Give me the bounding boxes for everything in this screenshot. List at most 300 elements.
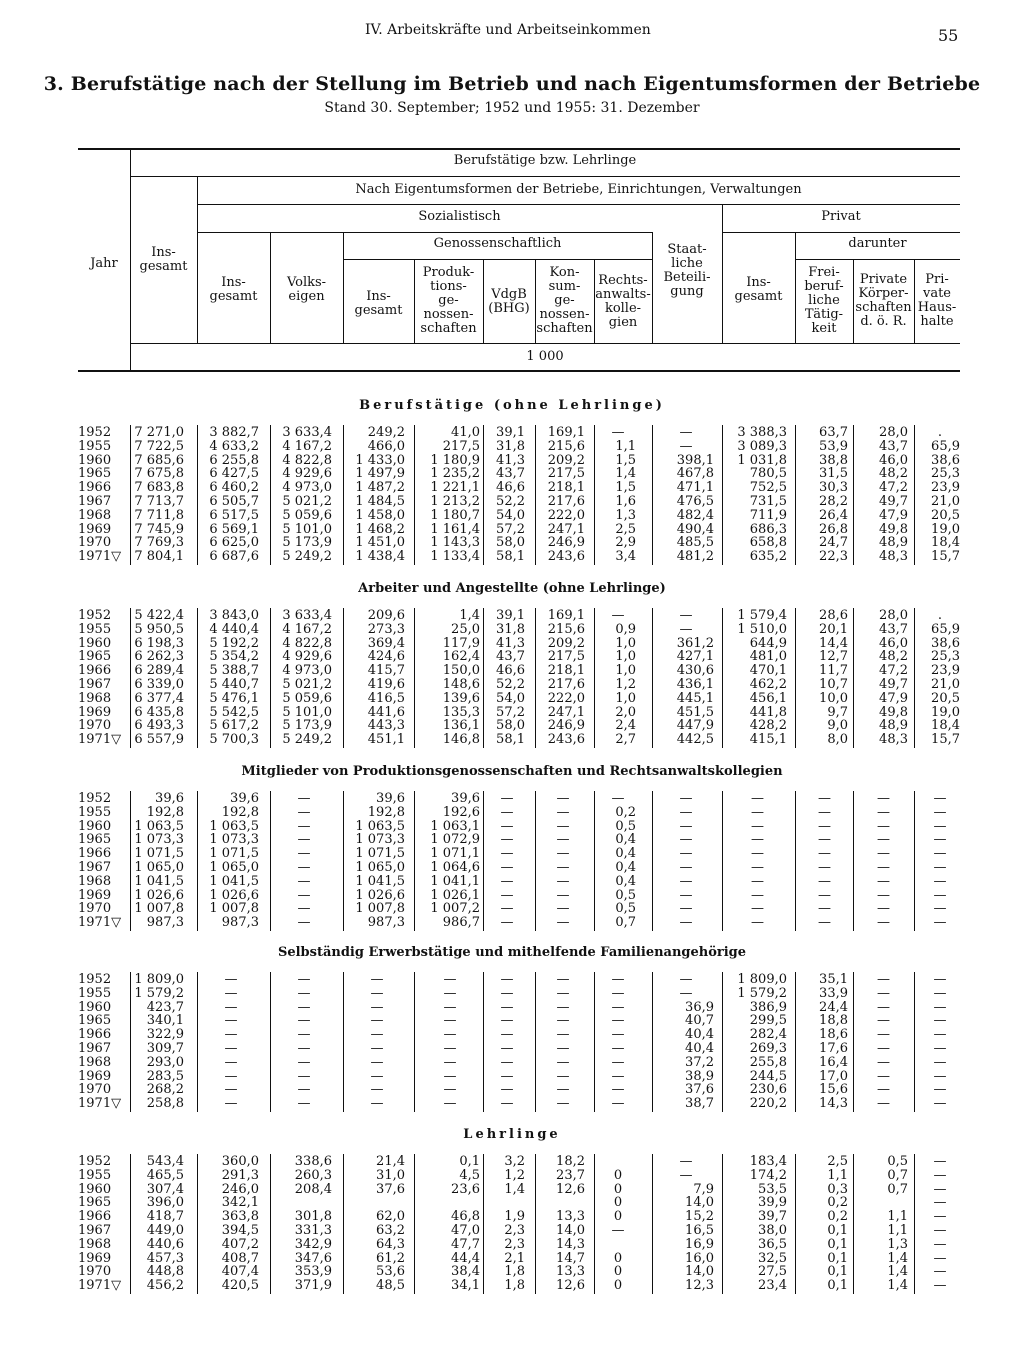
data-cell: 57,2 — [496, 704, 525, 720]
data-cell: — — [443, 1096, 457, 1112]
body-vrule — [197, 1154, 198, 1294]
data-cell: 481,2 — [676, 549, 714, 565]
year-cell: 1969 — [78, 1250, 112, 1266]
data-cell: 65,9 — [931, 621, 960, 637]
data-cell: 3 633,4 — [282, 425, 332, 440]
data-cell: 386,9 — [749, 999, 787, 1015]
data-cell: 353,9 — [294, 1264, 332, 1280]
data-cell: 396,0 — [146, 1195, 184, 1211]
data-cell: 2,4 — [615, 718, 636, 734]
data-cell: — — [877, 1054, 890, 1070]
data-cell: 6 569,1 — [209, 521, 259, 537]
data-cell: 6 517,5 — [209, 507, 259, 523]
data-cell: — — [500, 1013, 514, 1029]
data-cell: 443,3 — [367, 718, 405, 734]
data-cell: — — [297, 1082, 311, 1098]
body-vrule — [722, 1154, 723, 1294]
data-cell: 244,5 — [749, 1068, 787, 1084]
data-cell: 208,4 — [294, 1181, 332, 1197]
data-cell: 1 235,2 — [430, 466, 480, 482]
data-cell: — — [933, 1013, 947, 1029]
data-cell: 485,5 — [676, 535, 714, 551]
data-cell: 340,1 — [146, 1013, 184, 1029]
data-cell: — — [751, 832, 764, 848]
header-berufstaetige: Berufstätige bzw. Lehrlinge — [453, 153, 637, 168]
data-cell: 38,4 — [451, 1264, 480, 1280]
data-cell: 7 713,7 — [134, 494, 184, 509]
data-cell: — — [224, 1041, 238, 1056]
header-top-rule — [78, 148, 960, 150]
data-cell: — — [297, 873, 311, 889]
data-cell: 41,0 — [451, 425, 480, 440]
data-cell: 23,6 — [451, 1181, 480, 1197]
data-cell: 47,2 — [879, 480, 908, 496]
data-cell: 11,7 — [819, 663, 848, 679]
header-unit-rule — [130, 343, 960, 344]
data-cell: 39,6 — [376, 791, 405, 806]
header-jahr: Jahr — [90, 256, 118, 271]
data-cell: 1,0 — [615, 649, 636, 665]
data-cell: 17,0 — [819, 1068, 848, 1084]
data-cell: 48,9 — [879, 718, 908, 734]
data-cell: 987,3 — [221, 915, 259, 931]
data-cell: — — [877, 860, 890, 875]
data-cell: 49,8 — [879, 704, 908, 720]
data-cell: 25,3 — [931, 649, 960, 665]
data-cell: — — [443, 1054, 457, 1070]
data-cell: 218,1 — [547, 480, 585, 496]
data-cell: 482,4 — [676, 507, 714, 523]
data-cell: — — [877, 818, 890, 834]
data-cell: — — [933, 1236, 947, 1252]
data-cell: 48,3 — [879, 549, 908, 565]
body-vrule — [795, 972, 796, 1112]
data-cell: 139,6 — [442, 690, 480, 706]
year-cell: 1969 — [78, 1068, 112, 1084]
data-cell: 58,1 — [496, 549, 525, 565]
data-cell: 25,0 — [451, 621, 480, 637]
data-cell: 1 071,1 — [430, 846, 480, 862]
data-cell: — — [877, 1027, 890, 1043]
data-cell: — — [224, 1027, 238, 1043]
data-cell: — — [877, 1082, 890, 1098]
data-cell: — — [443, 972, 457, 987]
data-cell: 1 072,9 — [430, 832, 480, 848]
data-cell: 1 031,8 — [737, 452, 787, 468]
data-cell: — — [679, 860, 693, 875]
data-cell: — — [224, 1096, 238, 1112]
data-cell: 1 133,4 — [430, 549, 480, 565]
data-cell: 1,4 — [504, 1181, 525, 1197]
data-cell: — — [556, 791, 570, 806]
data-cell: 4 929,6 — [282, 649, 332, 665]
data-cell: — — [500, 804, 514, 820]
data-cell: 2,9 — [615, 535, 636, 551]
data-cell: 1 073,3 — [134, 832, 184, 848]
data-cell: — — [370, 1082, 384, 1098]
year-cell: 1970 — [78, 535, 112, 551]
data-cell: — — [297, 972, 311, 987]
data-cell: 16,9 — [685, 1236, 714, 1252]
data-cell: 418,7 — [146, 1209, 184, 1225]
year-cell: 1965 — [78, 1013, 112, 1029]
data-cell: — — [877, 985, 890, 1001]
data-cell: 28,0 — [879, 608, 908, 623]
data-cell: 6 687,6 — [209, 549, 259, 565]
data-cell: 1 026,6 — [209, 887, 259, 903]
data-cell: 5 354,2 — [209, 649, 259, 665]
year-cell: 1965 — [78, 466, 112, 482]
data-cell: 1 579,2 — [737, 985, 787, 1001]
data-cell: 1,8 — [504, 1264, 525, 1280]
data-cell: — — [933, 1264, 947, 1280]
data-cell: 1 221,1 — [430, 480, 480, 496]
data-cell: 7 804,1 — [134, 549, 184, 565]
data-cell: — — [877, 804, 890, 820]
data-cell: — — [611, 1041, 625, 1056]
data-cell: — — [611, 985, 625, 1001]
data-cell: 7,9 — [693, 1181, 714, 1197]
data-cell: 1 041,5 — [355, 873, 405, 889]
data-cell: — — [297, 915, 311, 931]
data-cell: — — [933, 1041, 947, 1056]
data-cell: 4 167,2 — [282, 438, 332, 454]
data-cell: — — [679, 915, 693, 931]
data-cell: — — [556, 901, 570, 917]
header-freiberufliche: Frei- beruf- liche Tätig- keit — [804, 265, 844, 336]
data-cell: — — [818, 818, 831, 834]
data-cell: 987,3 — [367, 915, 405, 931]
data-cell: 39,6 — [451, 791, 480, 806]
data-cell: 4 822,8 — [282, 452, 332, 468]
data-cell: 146,8 — [442, 732, 480, 748]
data-cell: — — [933, 1082, 947, 1098]
data-cell: — — [370, 972, 384, 987]
data-cell: 644,9 — [749, 635, 787, 651]
data-cell: 5 950,5 — [134, 621, 184, 637]
data-cell: 416,5 — [367, 690, 405, 706]
data-cell: 246,9 — [547, 718, 585, 734]
body-vrule — [343, 972, 344, 1112]
data-cell: — — [556, 1041, 570, 1056]
data-cell: 1 510,0 — [737, 621, 787, 637]
data-cell: — — [611, 999, 625, 1015]
data-cell: 1,0 — [615, 663, 636, 679]
data-cell: 14,0 — [685, 1195, 714, 1211]
data-cell: 1 007,2 — [430, 901, 480, 917]
data-cell: — — [224, 985, 238, 1001]
data-cell: 220,2 — [749, 1096, 787, 1112]
data-cell: 6 262,3 — [134, 649, 184, 665]
body-vrule — [722, 608, 723, 748]
data-cell: — — [818, 901, 831, 917]
data-cell: 447,9 — [676, 718, 714, 734]
body-vrule — [594, 791, 595, 931]
data-cell: 1 026,6 — [134, 887, 184, 903]
data-cell: 209,2 — [547, 635, 585, 651]
body-vrule — [483, 425, 484, 565]
data-cell: 0,5 — [615, 887, 636, 903]
data-cell: 14,3 — [819, 1096, 848, 1112]
data-cell: 18,4 — [931, 535, 960, 551]
data-cell: 1 063,5 — [134, 818, 184, 834]
data-cell: 1 451,0 — [355, 535, 405, 551]
data-cell: 217,6 — [547, 677, 585, 692]
data-cell: 16,0 — [685, 1250, 714, 1266]
year-cell: 1971▽ — [78, 915, 122, 931]
data-cell: — — [933, 887, 947, 903]
data-cell: 61,2 — [376, 1250, 405, 1266]
data-cell: 1,9 — [504, 1209, 525, 1225]
data-cell: 6 557,9 — [134, 732, 184, 748]
data-cell: 5 192,2 — [209, 635, 259, 651]
data-cell: — — [556, 832, 570, 848]
page-subtitle: Stand 30. September; 1952 und 1955: 31. Dezember — [324, 100, 700, 116]
data-cell: 658,8 — [749, 535, 787, 551]
year-cell: 1969 — [78, 887, 112, 903]
body-vrule — [795, 608, 796, 748]
data-cell: 5 440,7 — [209, 677, 259, 692]
data-cell: — — [877, 999, 890, 1015]
data-cell: 1 180,9 — [430, 452, 480, 468]
data-cell: — — [556, 1054, 570, 1070]
header-staatliche-beteiligung: Staat- liche Beteili- gung — [663, 242, 711, 299]
header-soz-insgesamt: Ins- gesamt — [209, 275, 258, 304]
data-cell: 1,4 — [459, 608, 480, 623]
data-cell: 255,8 — [749, 1054, 787, 1070]
data-cell: 1 007,8 — [355, 901, 405, 917]
body-vrule — [414, 1154, 415, 1294]
data-cell: 49,8 — [879, 521, 908, 537]
data-cell: — — [500, 846, 514, 862]
data-cell: 21,0 — [931, 494, 960, 509]
header-rule-2 — [197, 204, 960, 205]
data-cell: 40,4 — [685, 1027, 714, 1043]
data-cell: 465,5 — [146, 1167, 184, 1183]
year-cell: 1952 — [78, 608, 112, 623]
data-cell: 5 617,2 — [209, 718, 259, 734]
data-cell: — — [933, 860, 947, 875]
data-cell: 1 484,5 — [355, 494, 405, 509]
data-cell: — — [933, 972, 947, 987]
data-cell: — — [443, 1041, 457, 1056]
data-cell: 269,3 — [749, 1041, 787, 1056]
year-cell: 1966 — [78, 1027, 112, 1043]
data-cell: 19,0 — [931, 704, 960, 720]
data-cell: 1 007,8 — [209, 901, 259, 917]
year-cell: 1967 — [78, 860, 112, 875]
data-cell: — — [556, 1082, 570, 1098]
data-cell: — — [933, 915, 947, 931]
body-vrule — [197, 791, 198, 931]
data-cell: — — [297, 832, 311, 848]
data-cell: 0 — [613, 1181, 623, 1197]
data-cell: 331,3 — [294, 1223, 332, 1238]
body-vrule — [130, 1154, 131, 1294]
data-cell: 451,5 — [676, 704, 714, 720]
data-cell: — — [500, 791, 514, 806]
data-cell: 360,0 — [221, 1154, 259, 1169]
data-cell: 471,1 — [676, 480, 714, 496]
year-cell: 1970 — [78, 1082, 112, 1098]
data-cell: 46,0 — [879, 452, 908, 468]
section-title: Lehrlinge — [463, 1127, 561, 1142]
data-cell: 6 289,4 — [134, 663, 184, 679]
data-cell: 0,1 — [827, 1250, 848, 1266]
body-vrule — [652, 425, 653, 565]
data-cell: — — [818, 873, 831, 889]
data-cell: 449,0 — [146, 1223, 184, 1238]
data-cell: — — [224, 999, 238, 1015]
data-cell: 247,1 — [547, 704, 585, 720]
data-cell: 37,6 — [685, 1082, 714, 1098]
body-vrule — [914, 608, 915, 748]
data-cell: — — [500, 818, 514, 834]
data-cell: — — [370, 999, 384, 1015]
header-produktionsgenossenschaften: Produk- tions- ge- nossen- schaften — [420, 265, 477, 336]
header-haushalte: Pri- vate Haus- halte — [917, 272, 957, 329]
data-cell: 1 433,0 — [355, 452, 405, 468]
data-cell: 23,9 — [931, 480, 960, 496]
data-cell: 4 929,6 — [282, 466, 332, 482]
body-vrule — [594, 1154, 595, 1294]
body-vrule — [914, 425, 915, 565]
data-cell: — — [679, 985, 693, 1001]
data-cell: — — [297, 901, 311, 917]
data-cell: 1 041,5 — [209, 873, 259, 889]
data-cell: 246,9 — [547, 535, 585, 551]
data-cell: 1 064,6 — [430, 860, 480, 875]
data-cell: 419,6 — [367, 677, 405, 692]
data-cell: — — [818, 791, 831, 806]
data-cell: 31,8 — [496, 438, 525, 454]
data-cell: 7 722,5 — [134, 438, 184, 454]
data-cell: 466,0 — [367, 438, 405, 454]
data-cell: 441,6 — [367, 704, 405, 720]
data-cell: — — [933, 1027, 947, 1043]
data-cell: — — [933, 1054, 947, 1070]
data-cell: 268,2 — [146, 1082, 184, 1098]
data-cell: — — [297, 1068, 311, 1084]
data-cell: 1 041,1 — [430, 873, 480, 889]
data-cell: 307,4 — [146, 1181, 184, 1197]
body-vrule — [414, 791, 415, 931]
header-rechtsanwaltskollegien: Rechts- anwalts- kolle- gien — [595, 273, 651, 330]
year-cell: 1968 — [78, 690, 112, 706]
year-cell: 1960 — [78, 818, 112, 834]
body-vrule — [130, 972, 131, 1112]
data-cell: 7 271,0 — [134, 425, 184, 440]
data-cell: 457,3 — [146, 1250, 184, 1266]
data-cell: 217,6 — [547, 494, 585, 509]
data-cell: 1 487,2 — [355, 480, 405, 496]
data-cell: — — [751, 791, 764, 806]
data-cell: — — [611, 1068, 625, 1084]
data-cell: — — [370, 1054, 384, 1070]
data-cell: 47,2 — [879, 663, 908, 679]
data-cell: 309,7 — [146, 1041, 184, 1056]
data-cell: 1 161,4 — [430, 521, 480, 537]
body-vrule — [853, 425, 854, 565]
year-cell: 1960 — [78, 1181, 112, 1197]
data-cell: — — [933, 1096, 947, 1112]
data-cell: 987,3 — [146, 915, 184, 931]
data-cell: 54,0 — [496, 690, 525, 706]
data-cell: 53,6 — [376, 1264, 405, 1280]
data-cell: — — [679, 438, 693, 454]
data-cell: 6 339,0 — [134, 677, 184, 692]
data-cell: — — [818, 915, 831, 931]
body-vrule — [130, 425, 131, 565]
data-cell: 986,7 — [442, 915, 480, 931]
data-cell: 1 180,7 — [430, 507, 480, 523]
data-cell: 5 021,2 — [282, 677, 332, 692]
data-cell: — — [443, 1082, 457, 1098]
body-vrule — [914, 1154, 915, 1294]
body-vrule — [853, 1154, 854, 1294]
data-cell: — — [933, 901, 947, 917]
data-cell: 54,0 — [496, 507, 525, 523]
page-number: 55 — [938, 26, 959, 45]
data-cell: 62,0 — [376, 1209, 405, 1225]
data-cell: 48,2 — [879, 649, 908, 665]
body-vrule — [853, 972, 854, 1112]
data-cell: 1 579,4 — [737, 608, 787, 623]
data-cell: 246,0 — [221, 1181, 259, 1197]
data-cell: 0,1 — [827, 1236, 848, 1252]
running-header: IV. Arbeitskräfte und Arbeitseinkommen — [365, 22, 651, 38]
data-cell: 415,7 — [367, 663, 405, 679]
data-cell: — — [500, 1027, 514, 1043]
data-cell: — — [751, 804, 764, 820]
data-cell: — — [818, 846, 831, 862]
data-cell: 1,4 — [887, 1250, 908, 1266]
data-cell: 41,3 — [496, 452, 525, 468]
data-cell: 1 809,0 — [134, 972, 184, 987]
data-cell: 4 973,0 — [282, 480, 332, 496]
data-cell: 1 063,1 — [430, 818, 480, 834]
data-cell: 65,9 — [931, 438, 960, 454]
data-cell: 38,0 — [758, 1223, 787, 1238]
data-cell: 6 625,0 — [209, 535, 259, 551]
data-cell: — — [933, 1068, 947, 1084]
data-cell: 18,4 — [931, 718, 960, 734]
data-cell: — — [556, 860, 570, 875]
data-cell: 338,6 — [294, 1154, 332, 1169]
data-cell: 363,8 — [221, 1209, 259, 1225]
data-cell: 1 065,0 — [134, 860, 184, 875]
data-cell: — — [933, 1209, 947, 1225]
data-cell: 6 460,2 — [209, 480, 259, 496]
page-title: 3. Berufstätige nach der Stellung im Betrieb und nach Eigentumsformen der Betriebe — [43, 73, 981, 95]
data-cell: — — [679, 1167, 693, 1183]
year-cell: 1967 — [78, 677, 112, 692]
body-vrule — [594, 425, 595, 565]
body-vrule — [652, 972, 653, 1112]
data-cell: — — [500, 915, 514, 931]
data-cell: — — [500, 860, 514, 875]
data-cell: — — [679, 425, 693, 440]
data-cell: 490,4 — [676, 521, 714, 537]
section-title: Mitglieder von Produktionsgenossenschaften und Rechtsanwaltskollegien — [241, 764, 783, 779]
data-cell: 456,2 — [146, 1278, 184, 1294]
body-vrule — [652, 1154, 653, 1294]
data-cell: 2,3 — [504, 1223, 525, 1238]
data-cell: 43,7 — [879, 621, 908, 637]
data-cell: — — [818, 804, 831, 820]
data-cell: 10,0 — [819, 690, 848, 706]
data-cell: — — [370, 985, 384, 1001]
